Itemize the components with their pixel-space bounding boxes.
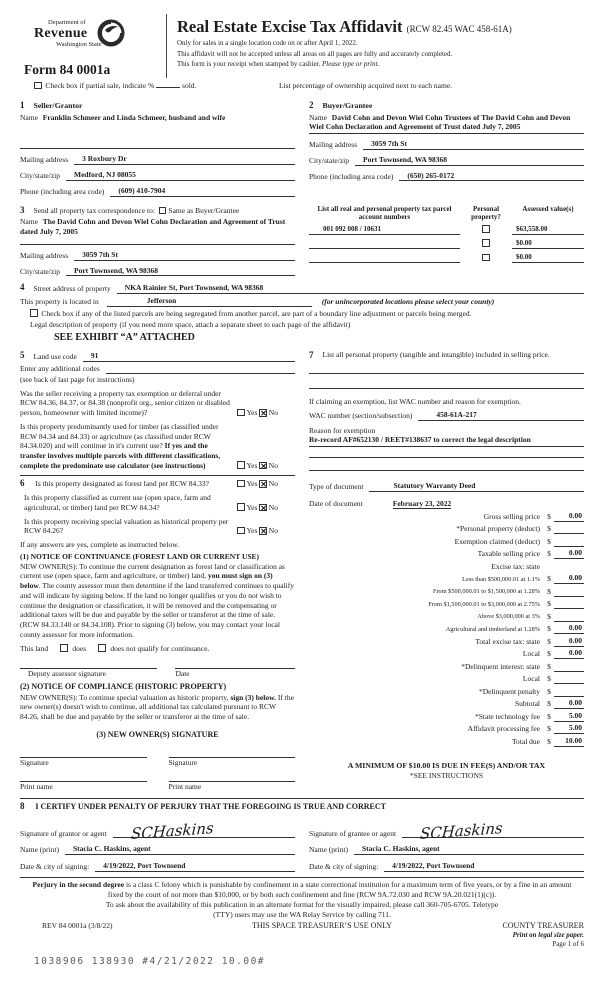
dollar-sign: $ (547, 611, 551, 621)
tax-amount-field[interactable]: 0.00 (554, 548, 584, 559)
street-address-field[interactable]: NKA Rainier St, Port Townsend, WA 98368 (117, 283, 584, 294)
assessed-value-field[interactable]: $0.00 (512, 253, 584, 263)
tax-amount-field[interactable] (554, 663, 584, 672)
owner-printname-field[interactable] (169, 780, 296, 782)
section-3-number: 3 (20, 204, 25, 215)
dollar-sign: $ (547, 599, 551, 609)
tax-row-subtotal (309, 698, 584, 709)
notice-text: If the new owner(s) doesn't wish to continue, all additional tax calculated pursuant to RCW 84.26, shall be due and payable by the seller or transferor at the time of sale. (20, 692, 294, 722)
reason-exemption-label: Reason for exemption (309, 425, 376, 435)
deputy-signature-block (20, 667, 157, 679)
minimum-due-note: A MINIMUM OF $10.00 IS DUE IN FEE(S) AND/OR TAX (347, 760, 546, 770)
tax-row-local2 (309, 673, 584, 684)
notice-compliance-body (20, 693, 295, 722)
header-note-2: This affidavit will not be accepted unless all areas on all pages are fully and accurately completed. (177, 49, 453, 58)
tax-computation (309, 511, 584, 747)
name-label: Name (20, 112, 38, 122)
section-1-number: 1 (20, 100, 25, 111)
parcel-row (309, 239, 584, 249)
mailing-address-label: Mailing address (20, 250, 69, 260)
treasurer-use-note: THIS SPACE TREASURER’S USE ONLY (251, 921, 393, 930)
rev-number: REV 84 0001a (3/8/22) (42, 921, 113, 930)
grantee-signature-label: Signature of grantee or agent (309, 828, 397, 838)
tax-amount-field[interactable]: 0.00 (554, 623, 584, 634)
mailing-address-label: Mailing address (309, 140, 358, 150)
notice-compliance-title: (2) NOTICE OF COMPLIANCE (HISTORIC PROPERTY) (20, 682, 227, 692)
no-checkbox-checked[interactable]: ✕ (260, 527, 267, 537)
citystatezip-label: City/state/zip (309, 155, 349, 165)
owner-printname-block (20, 780, 147, 792)
current-use-question (20, 493, 295, 513)
question-text-normal: Is this property predominantly used for timber (as classified under RCW 84.34 and 84.33) or agriculture (as classified under RCW 84.34.020) and will continue in it's current use? (20, 421, 219, 451)
perjury-rest: is a class C felony which is punishable by confinement in a state correctional institution for a maximum term of five years, or by a fine in an amount fixed by the court of not more than $10,000, or by both such confinement and fine (RCW 9A.72.030 and RCW 9A.20.021(1)(c)). (107, 879, 572, 899)
grantor-signature-label: Signature of grantor or agent (20, 828, 107, 838)
dollar-sign: $ (547, 736, 551, 746)
yes-label: Yes (246, 479, 258, 489)
header-note-3-italic: Please type or print. (322, 60, 380, 69)
tax-row-bracket3 (309, 598, 584, 609)
mailing-address-label: Mailing address (20, 155, 69, 165)
tax-row-excise-header (309, 561, 584, 572)
correspondence-name-value: The David Cohn and Devon Wiel Cohn Declaration and Agreement of Trust dated July 7, 2005 (20, 217, 286, 237)
deputy-date-block (175, 667, 295, 679)
dollar-sign: $ (547, 699, 551, 709)
additional-codes-note: (see back of last page for instructions) (20, 374, 135, 384)
section-1-seller (20, 100, 295, 197)
instructions-note: If any answers are yes, complete as instructed below. (20, 540, 180, 550)
tax-row-delinquent-penalty (309, 686, 584, 697)
date-city-label: Date & city of signing: (309, 862, 379, 872)
question-text: Is this property receiving special valuation as historical property per RCW 84.26? (24, 516, 229, 536)
tax-amount-field[interactable]: 5.00 (554, 711, 584, 722)
yes-checkbox[interactable] (237, 527, 245, 535)
county-treasurer-label: COUNTY TREASURER (502, 921, 584, 930)
tax-row-bracket2 (309, 586, 584, 597)
perjury-divider (20, 877, 584, 878)
this-land-label: This land (20, 643, 49, 653)
tax-row-gross (309, 511, 584, 522)
parcel-table (309, 205, 584, 277)
tax-amount-field[interactable]: 5.00 (554, 723, 584, 734)
dollar-sign: $ (547, 636, 551, 646)
deputy-date-label: Date (175, 669, 190, 679)
seller-mailing-field[interactable]: 3 Roxbury Dr (74, 154, 295, 165)
question-text-bold: If yes and the transfer involves multiple parcels with different classifications, complete the predominate use calculator (see instructions) (20, 441, 221, 470)
buyer-city-field[interactable]: Port Townsend, WA 98368 (355, 155, 584, 166)
personal-property-checkbox[interactable] (482, 254, 490, 262)
tax-label: *Delinquent penalty (478, 686, 540, 696)
tax-label: Less than $500,000.01 at 1.1% (462, 575, 540, 583)
personal-property-label: List all personal property (tangible and intangible) included in selling price. (322, 350, 550, 360)
deputy-signature-field[interactable] (20, 667, 157, 669)
owner-signature-block (20, 756, 147, 768)
this-land-row (20, 644, 295, 654)
tax-row-local (309, 648, 584, 659)
tax-label: *State technology fee (475, 711, 540, 721)
ownership-note: List percentage of ownership acquired next to each name. (279, 81, 453, 91)
section-2-title: Buyer/Grantee (322, 101, 373, 111)
seller-name-value: Franklin Schmeer and Linda Schmeer, husband and wife (42, 112, 226, 122)
doc-title-rcw-ref: (RCW 82.45 WAC 458-61A) (406, 24, 512, 34)
does-not-checkbox[interactable] (98, 644, 106, 652)
name-print-label: Name (print) (20, 845, 59, 855)
date-city-label: Date & city of signing: (20, 862, 90, 872)
revenue-swirl-logo-icon (96, 18, 126, 51)
does-not-label: does not qualify for continuance. (110, 643, 210, 653)
same-as-buyer-checkbox[interactable] (159, 207, 167, 215)
tax-label: Taxable selling price (477, 549, 540, 559)
question-text: Was the seller receiving a property tax exemption or deferral under RCW 84.36, 84.37, or 84.38 (nonprofit org., senior citizen or disabled person, homeowner with limited income)? (20, 388, 230, 418)
see-instructions-note: *SEE INSTRUCTIONS (409, 770, 484, 780)
parcel-row (309, 225, 584, 235)
grantee-signature-field[interactable] (402, 819, 584, 844)
tax-amount-field[interactable] (554, 675, 584, 684)
tax-label: From $1,500,000.01 to $3,000,000 at 2.75% (428, 600, 540, 608)
agency-logo-block (20, 14, 148, 78)
section-8-certify (20, 801, 584, 872)
form-number: Form 84 0001a (24, 61, 111, 77)
tax-label: Exemption claimed (deduct) (454, 536, 540, 546)
cashier-stamp: 1038906 138930 #4/21/2022 10.00# (34, 956, 266, 967)
certify-statement: I CERTIFY UNDER PENALTY OF PERJURY THAT THE FOREGOING IS TRUE AND CORRECT (35, 801, 386, 811)
tax-label: Affidavit processing fee (467, 724, 540, 734)
partial-sale-checkbox[interactable] (34, 82, 42, 90)
header-note-3-text: This form is your receipt when stamped by cashier. (177, 60, 323, 69)
county-field[interactable]: Jefferson (107, 296, 312, 307)
perjury-bold: Perjury in the second degree (32, 879, 125, 889)
alt-format-note: To ask about the availability of this publication in an alternate format for the visually impaired, please call 360-705-6705. Teletype (105, 900, 499, 910)
section-4-number: 4 (20, 282, 25, 293)
section-5-number: 5 (20, 350, 25, 361)
notice-text: NEW OWNER(S): To continue the current designation as forest land or classification as current use (open space, farm and agriculture, or timber) land, (20, 561, 285, 581)
buyer-phone-field[interactable]: (650) 265-0172 (399, 171, 584, 182)
parcel-account-field[interactable] (309, 253, 460, 263)
tax-row-tech-fee (309, 711, 584, 722)
owner-printname-block (169, 780, 296, 792)
partial-sale-row (20, 81, 584, 91)
grantor-printname-field[interactable]: Stacia C. Haskins, agent (65, 844, 295, 855)
deputy-date-field[interactable] (175, 667, 295, 669)
doc-date-label: Date of document (309, 498, 363, 508)
reason-exemption-field-3[interactable] (309, 469, 584, 471)
tax-row-bracket1 (309, 573, 584, 584)
perjury-note (20, 880, 584, 900)
tax-label: Total excise tax: state (475, 636, 540, 646)
no-checkbox-checked[interactable]: ✕ (260, 480, 267, 490)
agency-state-label: Washington State (56, 40, 102, 48)
question-text: Is this property classified as current use (open space, farm and agricultural, or timber) land per RCW 84.34? (24, 493, 211, 512)
section-7-number: 7 (309, 350, 314, 361)
tax-amount-field[interactable] (554, 613, 584, 622)
personal-property-checkbox[interactable] (482, 225, 490, 233)
tax-label: Above $3,000,000 at 3% (477, 613, 540, 621)
tax-label: Subtotal (514, 699, 540, 709)
tax-label: Agricultural and timberland at 1.28% (445, 625, 540, 633)
tax-label: Local (522, 674, 540, 684)
additional-codes-label: Enter any additional codes (20, 364, 100, 374)
question-text-normal: Is this property designated as forest land per RCW 84.33? (35, 478, 209, 488)
tax-amount-field[interactable]: 0.00 (554, 511, 584, 522)
exemption-note: If claiming an exemption, list WAC number and reason for exemption. (309, 397, 521, 407)
notice-text: . The county assessor must then determine if the land transferred continues to qualify and will indicate by signing below. If the land no longer qualifies or you do not wish to continue the designation or classification, it will be removed and the compensating or additional taxes will be due and payable by the seller or transferor at the time of sale. (RCW 84.33.140 or 84.34.108). Prior to signing (3) below, you may contact your local county assessor for more information. (20, 581, 294, 639)
wac-number-field[interactable]: 458-61A-217 (418, 410, 584, 421)
notice-continuance-body (20, 562, 295, 640)
print-name-label: Print name (168, 782, 202, 792)
section-divider (20, 475, 295, 476)
yes-label: Yes (246, 502, 258, 512)
yes-no-group (237, 408, 295, 418)
wac-number-label: WAC number (section/subsection) (309, 410, 413, 420)
section-1-title: Seller/Grantor (33, 101, 83, 111)
tax-row-delinquent-interest (309, 661, 584, 672)
dollar-sign: $ (547, 549, 551, 559)
land-use-label: Land use code (33, 352, 77, 362)
phone-label: Phone (including area code) (20, 186, 105, 196)
yes-checkbox[interactable] (237, 480, 245, 488)
personal-property-checkbox[interactable] (482, 239, 490, 247)
dollar-sign: $ (547, 574, 551, 584)
section-2-number: 2 (309, 100, 314, 111)
assessed-value-field[interactable]: $0.00 (512, 239, 584, 249)
no-checkbox-checked[interactable]: ✕ (260, 409, 267, 419)
correspondence-name-field[interactable] (20, 217, 295, 245)
title-block (166, 14, 512, 78)
parcel-col-accounts-header: List all real and personal property tax parcel account numbers (317, 204, 452, 221)
tax-amount-field[interactable] (554, 600, 584, 609)
header-note-3 (177, 60, 512, 69)
buyer-name-value: David Cohn and Devon Wiel Cohn Trustees of The David Cohn and Devon Wiel Cohn Declaration and Agreement of Trust dated July 7, 2005 (309, 112, 571, 132)
yes-no-group (237, 503, 295, 513)
reason-exemption-field[interactable]: Re-record AF#652130 / REET#138637 to correct the legal description (309, 435, 584, 447)
tax-label: Local (522, 649, 540, 659)
doc-title-text: Real Estate Excise Tax Affidavit (177, 17, 403, 36)
grantor-signing-block (20, 819, 295, 872)
dollar-sign: $ (547, 686, 551, 696)
dollar-sign: $ (547, 624, 551, 634)
tax-row-total-state (309, 636, 584, 647)
yes-no-group (237, 461, 295, 471)
owner-printname-field[interactable] (20, 780, 147, 782)
citystatezip-label: City/state/zip (20, 171, 60, 181)
section-3-intro: Send all property tax correspondence to: (33, 205, 155, 215)
yes-label: Yes (246, 526, 258, 536)
dollar-sign: $ (547, 511, 551, 521)
no-checkbox-checked[interactable]: ✕ (260, 503, 267, 513)
new-owners-signature-title: (3) NEW OWNER(S) SIGNATURE (96, 729, 219, 739)
parcel-col-personal-header: Personal property? (471, 204, 501, 221)
phone-label: Phone (including area code) (309, 171, 394, 181)
dollar-sign: $ (547, 674, 551, 684)
dollar-sign: $ (547, 649, 551, 659)
question-text (20, 422, 237, 471)
parcel-account-field[interactable]: 001 092 008 / 10631 (309, 225, 460, 235)
exemption-deferral-question (20, 389, 295, 418)
notice-continuance-title: (1) NOTICE OF CONTINUANCE (FOREST LAND OR CURRENT USE) (20, 551, 260, 561)
owner-signature-field[interactable] (20, 756, 147, 758)
header (20, 14, 584, 78)
no-label: No (268, 479, 278, 489)
header-note-1: Only for sales in a single location code on or after April 1, 2022. (177, 38, 358, 47)
land-use-field[interactable]: 91 (83, 351, 295, 362)
yes-no-group (237, 479, 295, 489)
doc-type-field[interactable]: Statutory Warranty Deed (369, 481, 584, 492)
seller-name-field[interactable] (20, 113, 295, 150)
tax-amount-field[interactable] (554, 538, 584, 547)
tax-label: Total due (511, 736, 540, 746)
segregated-label: Check box if any of the listed parcels are being segregated from another parcel, are part of a boundary line adjustment or parcels being merged. (41, 308, 472, 318)
buyer-name-field[interactable] (309, 113, 584, 135)
legal-description-value: SEE EXHIBIT “A” ATTACHED (54, 332, 195, 344)
section-6-number: 6 (20, 477, 25, 488)
personal-property-field-2[interactable] (309, 387, 584, 389)
tax-row-personal (309, 523, 584, 534)
seller-phone-field[interactable]: (609) 410-7904 (110, 186, 295, 197)
doc-type-label: Type of document (309, 482, 364, 492)
dollar-sign: $ (547, 711, 551, 721)
correspondence-mailing-field[interactable]: 3059 7th St (74, 250, 295, 261)
dollar-sign: $ (547, 524, 551, 534)
located-in-label: This property is located in (20, 297, 99, 307)
notice-text-bold: sign (3) below. (230, 692, 276, 702)
does-label: does (72, 643, 87, 653)
citystatezip-label: City/state/zip (20, 266, 60, 276)
name-label: Name (20, 217, 38, 227)
name-label: Name (309, 112, 327, 122)
dollar-sign: $ (547, 661, 551, 671)
assessed-value-field[interactable]: $63,558.00 (512, 225, 584, 235)
no-label: No (268, 526, 278, 536)
partial-sale-label-2: sold. (182, 81, 197, 91)
yes-label: Yes (246, 460, 258, 470)
tax-amount-field[interactable] (554, 688, 584, 697)
name-print-label: Name (print) (309, 845, 348, 855)
tax-row-bracket4 (309, 611, 584, 622)
tax-row-total-due (309, 736, 584, 747)
yes-no-group (237, 526, 295, 536)
legal-paper-note: Print on legal size paper. (512, 931, 584, 939)
signature-label: Signature (20, 758, 49, 768)
grantee-signing-block (309, 819, 584, 872)
dollar-sign: $ (547, 586, 551, 596)
yes-label: Yes (246, 408, 258, 418)
historic-question (20, 517, 295, 537)
tax-row-processing-fee (309, 723, 584, 734)
excise-header: Excise tax: state (491, 561, 540, 571)
tax-amount-field[interactable]: 10.00 (554, 736, 584, 747)
tax-row-agricultural (309, 623, 584, 634)
deputy-signature-label: Deputy assessor signature (28, 669, 106, 679)
tax-label: *Delinquent interest: state (461, 661, 540, 671)
tax-row-taxable (309, 548, 584, 559)
tax-amount-field[interactable] (554, 588, 584, 597)
left-column (20, 350, 295, 791)
grantor-signature-field[interactable] (113, 819, 295, 844)
owner-signature-field[interactable] (169, 756, 296, 758)
owner-signature-block (169, 756, 296, 768)
correspondence-city-field[interactable]: Port Townsend, WA 98368 (66, 266, 295, 277)
does-checkbox[interactable] (60, 644, 68, 652)
right-column (309, 350, 584, 791)
tax-amount-field[interactable]: 0.00 (554, 698, 584, 709)
grantee-date-city-field[interactable]: 4/19/2022, Port Townsend (384, 861, 584, 872)
notice-text: NEW OWNER(S): To continue special valuation as historic property, (20, 692, 231, 702)
print-name-label: Print name (20, 782, 53, 792)
tax-row-exemption (309, 536, 584, 547)
street-address-label: Street address of property (33, 284, 111, 294)
tax-label: From $500,000.01 to $1,500,000 at 1.28% (432, 588, 540, 596)
county-treasurer-block (454, 921, 584, 949)
tax-amount-field[interactable]: 0.00 (554, 636, 584, 647)
same-as-buyer-label: Same as Buyer/Grantee (168, 205, 240, 215)
parcel-row (309, 253, 584, 263)
personal-property-field-1[interactable] (309, 372, 584, 374)
section-4-property (20, 282, 584, 344)
dollar-sign: $ (547, 724, 551, 734)
no-label: No (268, 408, 278, 418)
agency-dept-label: Department of (48, 19, 86, 26)
additional-codes-field[interactable] (106, 365, 295, 374)
section-8-number: 8 (20, 800, 25, 811)
footer (20, 921, 584, 949)
yes-checkbox[interactable] (237, 461, 245, 469)
yes-checkbox[interactable] (237, 409, 245, 417)
seller-city-field[interactable]: Medford, NJ 08055 (66, 170, 295, 181)
grantor-date-city-field[interactable]: 4/19/2022, Port Townsend (95, 861, 295, 872)
section-3-correspondence (20, 205, 295, 277)
section-8-divider (20, 798, 584, 799)
doc-title (177, 16, 512, 37)
question-text (20, 478, 237, 490)
legal-description-label: Legal description of property (if you need more space, attach a separate sheet to each page of the affidavit) (30, 319, 351, 329)
doc-date-field[interactable]: February 23, 2022 (392, 498, 452, 508)
parcel-col-assessed-header: Assessed value(s) (522, 204, 574, 213)
tax-amount-field[interactable]: 0.00 (554, 573, 584, 584)
tax-label: *Personal property (deduct) (456, 524, 540, 534)
partial-sale-percent-field[interactable] (156, 81, 180, 88)
timber-question (20, 422, 295, 471)
signature-label: Signature (168, 758, 198, 768)
no-label: No (268, 502, 278, 512)
yes-checkbox[interactable] (237, 503, 245, 511)
section-2-buyer (309, 100, 584, 197)
dollar-sign: $ (547, 536, 551, 546)
no-checkbox-checked[interactable]: ✕ (260, 461, 267, 471)
grantee-printname-field[interactable]: Stacia C. Haskins, agent (354, 844, 584, 855)
tax-label: Gross selling price (483, 511, 540, 521)
county-note: (for unincorporated locations please select your county) (321, 297, 495, 307)
tax-amount-field[interactable]: 0.00 (554, 648, 584, 659)
notice-text-bold: you must sign on (3) below (20, 571, 273, 591)
agency-name: Revenue (34, 25, 88, 41)
grantor-signature-script: SCHaskins (130, 819, 214, 844)
segregated-checkbox[interactable] (30, 309, 38, 317)
tty-note: (TTY) users may use the WA Relay Service by calling 711. (213, 910, 391, 920)
parcel-account-field[interactable] (309, 239, 460, 249)
reason-exemption-field-2[interactable] (309, 456, 584, 458)
page-number: Page 1 of 6 (552, 939, 584, 948)
tax-amount-field[interactable] (554, 525, 584, 534)
no-label: No (268, 460, 278, 470)
grantee-signature-script: SCHaskins (419, 819, 504, 844)
forest-land-question (20, 478, 295, 490)
buyer-mailing-field[interactable]: 3059 7th St (363, 139, 584, 150)
partial-sale-label: Check box if partial sale, indicate % (45, 81, 155, 91)
